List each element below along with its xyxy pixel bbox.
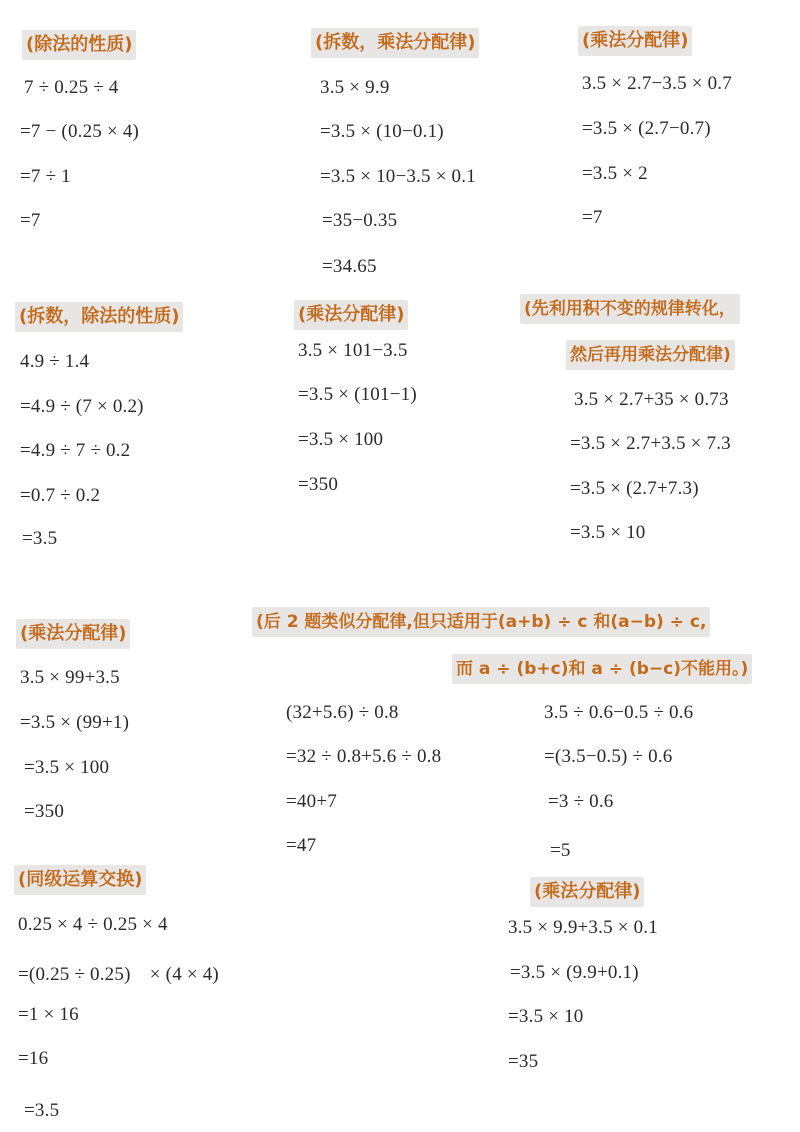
section-7-title: (乘法分配律) bbox=[16, 619, 130, 649]
section-6-line-3: =3.5 × (2.7+7.3) bbox=[570, 478, 699, 499]
section-7-line-2: =3.5 × (99+1) bbox=[20, 712, 130, 733]
section-5-line-4: =350 bbox=[298, 474, 339, 495]
section-4-line-5: =3.5 bbox=[22, 528, 58, 549]
section-1-line-2: =7 − (0.25 × 4) bbox=[20, 121, 140, 142]
section-11-line-4: =16 bbox=[18, 1048, 49, 1069]
section-2-line-5: =34.65 bbox=[322, 256, 377, 277]
section-8-title: (后 2 题类似分配律,但只适用于(a+b) ÷ c 和(a−b) ÷ c, bbox=[252, 607, 710, 637]
section-2-line-3: =3.5 × 10−3.5 × 0.1 bbox=[320, 166, 476, 187]
section-2-line-1: 3.5 × 9.9 bbox=[320, 77, 390, 98]
section-3-line-1: 3.5 × 2.7−3.5 × 0.7 bbox=[582, 73, 732, 94]
section-9-line-2: =32 ÷ 0.8+5.6 ÷ 0.8 bbox=[286, 746, 442, 767]
section-10-line-1: 3.5 ÷ 0.6−0.5 ÷ 0.6 bbox=[544, 702, 694, 723]
section-10-line-4: =5 bbox=[550, 840, 571, 861]
section-5-line-3: =3.5 × 100 bbox=[298, 429, 384, 450]
section-2-line-2: =3.5 × (10−0.1) bbox=[320, 121, 444, 142]
section-4-line-4: =0.7 ÷ 0.2 bbox=[20, 485, 101, 506]
section-2-line-4: =35−0.35 bbox=[322, 210, 398, 231]
section-5-title: (乘法分配律) bbox=[294, 300, 408, 330]
section-10-line-3: =3 ÷ 0.6 bbox=[548, 791, 614, 812]
section-6-line-2: =3.5 × 2.7+3.5 × 7.3 bbox=[570, 433, 731, 454]
section-9-line-3: =40+7 bbox=[286, 791, 337, 812]
section-12-line-1: 3.5 × 9.9+3.5 × 0.1 bbox=[508, 917, 658, 938]
section-4-line-1: 4.9 ÷ 1.4 bbox=[20, 351, 90, 372]
section-1-title: (除法的性质) bbox=[22, 30, 136, 60]
section-6-line-1: 3.5 × 2.7+35 × 0.73 bbox=[574, 389, 729, 410]
section-4-title: (拆数，除法的性质) bbox=[15, 302, 183, 332]
section-12-title: (乘法分配律) bbox=[530, 877, 644, 907]
section-4-line-3: =4.9 ÷ 7 ÷ 0.2 bbox=[20, 440, 131, 461]
section-6-title-line-2: 然后再用乘法分配律) bbox=[566, 340, 735, 370]
section-6-title: (先利用积不变的规律转化， bbox=[520, 294, 740, 324]
section-10-line-2: =(3.5−0.5) ÷ 0.6 bbox=[544, 746, 673, 767]
section-7-line-3: =3.5 × 100 bbox=[24, 757, 110, 778]
section-5-line-2: =3.5 × (101−1) bbox=[298, 384, 417, 405]
section-4-line-2: =4.9 ÷ (7 × 0.2) bbox=[20, 396, 144, 417]
section-1-line-3: =7 ÷ 1 bbox=[20, 166, 71, 187]
section-11-line-3: =1 × 16 bbox=[18, 1004, 79, 1025]
section-11-title: (同级运算交换) bbox=[14, 865, 146, 895]
section-3-line-4: =7 bbox=[582, 207, 603, 228]
section-3-line-3: =3.5 × 2 bbox=[582, 163, 648, 184]
section-11-line-5: =3.5 bbox=[24, 1100, 60, 1121]
section-11-line-2: =(0.25 ÷ 0.25) × (4 × 4) bbox=[18, 964, 219, 985]
section-11-line-1: 0.25 × 4 ÷ 0.25 × 4 bbox=[18, 914, 168, 935]
section-1-line-1: 7 ÷ 0.25 ÷ 4 bbox=[24, 77, 119, 98]
section-1-line-4: =7 bbox=[20, 210, 41, 231]
section-12-line-2: =3.5 × (9.9+0.1) bbox=[510, 962, 639, 983]
section-8-title-line-2: 而 a ÷ (b+c)和 a ÷ (b−c)不能用。) bbox=[452, 654, 752, 684]
section-7-line-4: =350 bbox=[24, 801, 65, 822]
section-5-line-1: 3.5 × 101−3.5 bbox=[298, 340, 408, 361]
section-7-line-1: 3.5 × 99+3.5 bbox=[20, 667, 120, 688]
section-3-line-2: =3.5 × (2.7−0.7) bbox=[582, 118, 711, 139]
section-9-line-4: =47 bbox=[286, 835, 317, 856]
section-2-title: (拆数，乘法分配律) bbox=[311, 28, 479, 58]
section-9-line-1: (32+5.6) ÷ 0.8 bbox=[286, 702, 399, 723]
section-6-line-4: =3.5 × 10 bbox=[570, 522, 646, 543]
section-12-line-4: =35 bbox=[508, 1051, 539, 1072]
section-12-line-3: =3.5 × 10 bbox=[508, 1006, 584, 1027]
section-3-title: (乘法分配律) bbox=[578, 26, 692, 56]
